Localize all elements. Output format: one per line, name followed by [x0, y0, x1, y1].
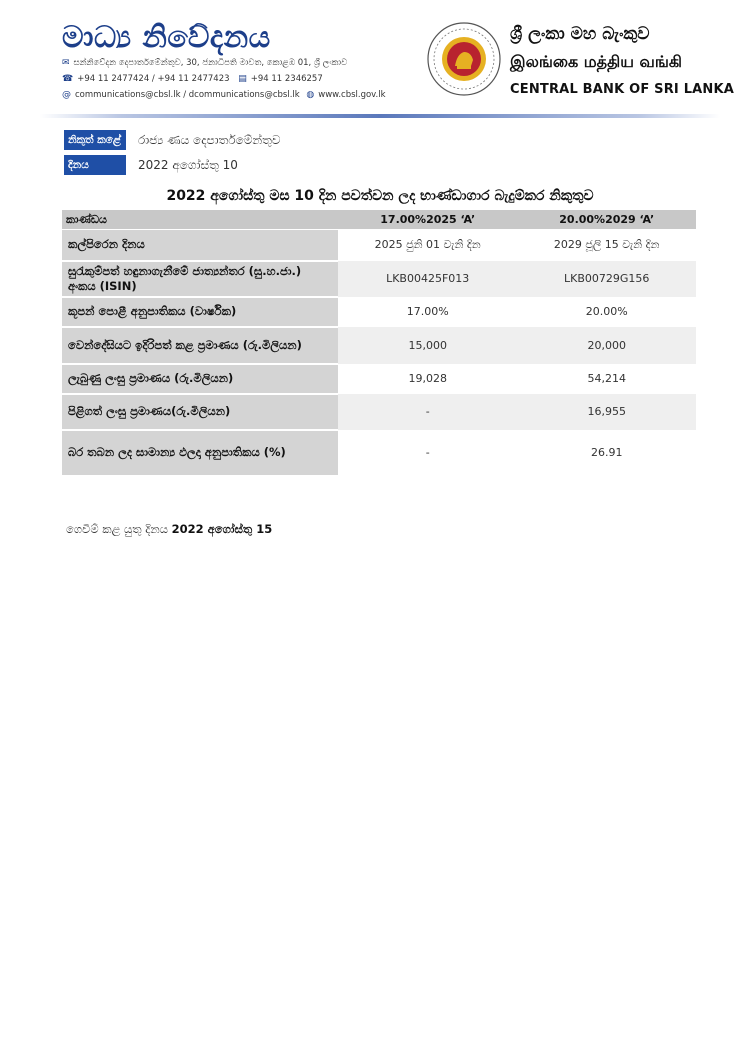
at-icon: @: [62, 90, 71, 100]
auction-results-table: [62, 210, 696, 477]
row-label: කල්පිරෙන දිනය: [62, 230, 338, 261]
cell-value: -: [338, 430, 517, 476]
column-header-bond-2029: 20.00%2029 ‘A’: [517, 210, 696, 230]
row-label: පිළිගත් ලංසු ප්‍රමාණය(රු.මිලියන): [62, 394, 338, 430]
row-label: බර තබන ලද සාමාන්‍ය ඵලදා අනුපාතිකය (%): [62, 430, 338, 476]
settlement-date-label: ගෙවීම් කළ යුතු දිනය: [66, 522, 168, 536]
report-title: 2022 අගෝස්තු මස 10 දින පවත්වන ලද භාණ්ඩාගාර බැදුම්කර නිකුතුව: [166, 188, 594, 204]
fax-icon: ▤: [238, 74, 247, 84]
bank-name-tamil: இலங்கை மத்திய வங்கி: [510, 52, 682, 71]
cell-value: LKB00425F013: [338, 261, 517, 297]
email-line: [62, 90, 386, 100]
cbsl-seal: [427, 22, 501, 96]
bank-name-sinhala: ශ්‍රී ලංකා මහ බැංකුව: [510, 24, 650, 44]
row-label: කූපන් පොළී අනුපාතිකය (වාර්ෂික): [62, 297, 338, 327]
issued-by-label: නිකුත් කළේ: [64, 130, 126, 150]
settlement-date-value: 2022 අගෝස්තු 15: [171, 522, 273, 536]
settlement-date-note: [66, 522, 272, 537]
phone-numbers: +94 11 2477424 / +94 11 2477423: [77, 74, 230, 84]
row-label: වෙන්දේසියට ඉදිරිපත් කළ ප්‍රමාණය (රු.මිලියන): [62, 327, 338, 364]
column-header-series: කාණ්ඩය: [62, 210, 338, 230]
cell-value: 54,214: [517, 364, 696, 394]
address-text: සන්නිවේදන දෙපාර්තමේන්තුව, 30, ජනාධිපති මාවත, කොළඹ 01, ශ්‍රී ලංකාව: [73, 58, 348, 68]
table-row: [62, 394, 696, 430]
cell-value: 2029 ජූලි 15 වැනි දින: [517, 230, 696, 261]
cell-value: 17.00%: [338, 297, 517, 327]
table-header-row: [62, 210, 696, 230]
globe-icon: ◍: [306, 90, 315, 100]
cell-value: 15,000: [338, 327, 517, 364]
cell-value: 16,955: [517, 394, 696, 430]
cell-value: 20.00%: [517, 297, 696, 327]
table-row: [62, 430, 696, 476]
table-row: [62, 327, 696, 364]
date-value: 2022 අගෝස්තු 10: [138, 158, 238, 172]
row-label: සුරැකුම්පත් හඳුනාගැනීමේ ජාත්‍යන්තර (සු.හ.ජා.) අංකය (ISIN): [62, 261, 338, 297]
website-link[interactable]: www.cbsl.gov.lk: [318, 90, 386, 100]
issued-by-value: රාජ්‍ය ණය දෙපාර්තමේන්තුව: [138, 133, 281, 147]
table-row: [62, 261, 696, 297]
table-row: [62, 297, 696, 327]
column-header-bond-2025: 17.00%2025 ‘A’: [338, 210, 517, 230]
envelope-icon: ✉: [62, 58, 70, 68]
table-row: [62, 364, 696, 394]
row-label: ලැබුණු ලංසු ප්‍රමාණය (රු.මිලියන): [62, 364, 338, 394]
cell-value: 2025 ජුනි 01 වැනි දින: [338, 230, 517, 261]
address-line: [62, 58, 347, 68]
page-header: [0, 0, 750, 120]
table-row: [62, 230, 696, 261]
fax-number: +94 11 2346257: [250, 74, 323, 84]
phone-line: [62, 74, 323, 84]
bank-name-english: CENTRAL BANK OF SRI LANKA: [510, 82, 735, 97]
phone-icon: ☎: [62, 74, 74, 84]
date-label: දිනය: [64, 155, 126, 175]
cell-value: -: [338, 394, 517, 430]
header-divider: [40, 114, 720, 118]
cell-value: 26.91: [517, 430, 696, 476]
press-release-title: මාධ්‍ය නිවේදනය: [62, 20, 271, 55]
cell-value: LKB00729G156: [517, 261, 696, 297]
cell-value: 19,028: [338, 364, 517, 394]
email-addresses[interactable]: communications@cbsl.lk / dcommunications@cbsl.lk: [75, 90, 300, 100]
cell-value: 20,000: [517, 327, 696, 364]
